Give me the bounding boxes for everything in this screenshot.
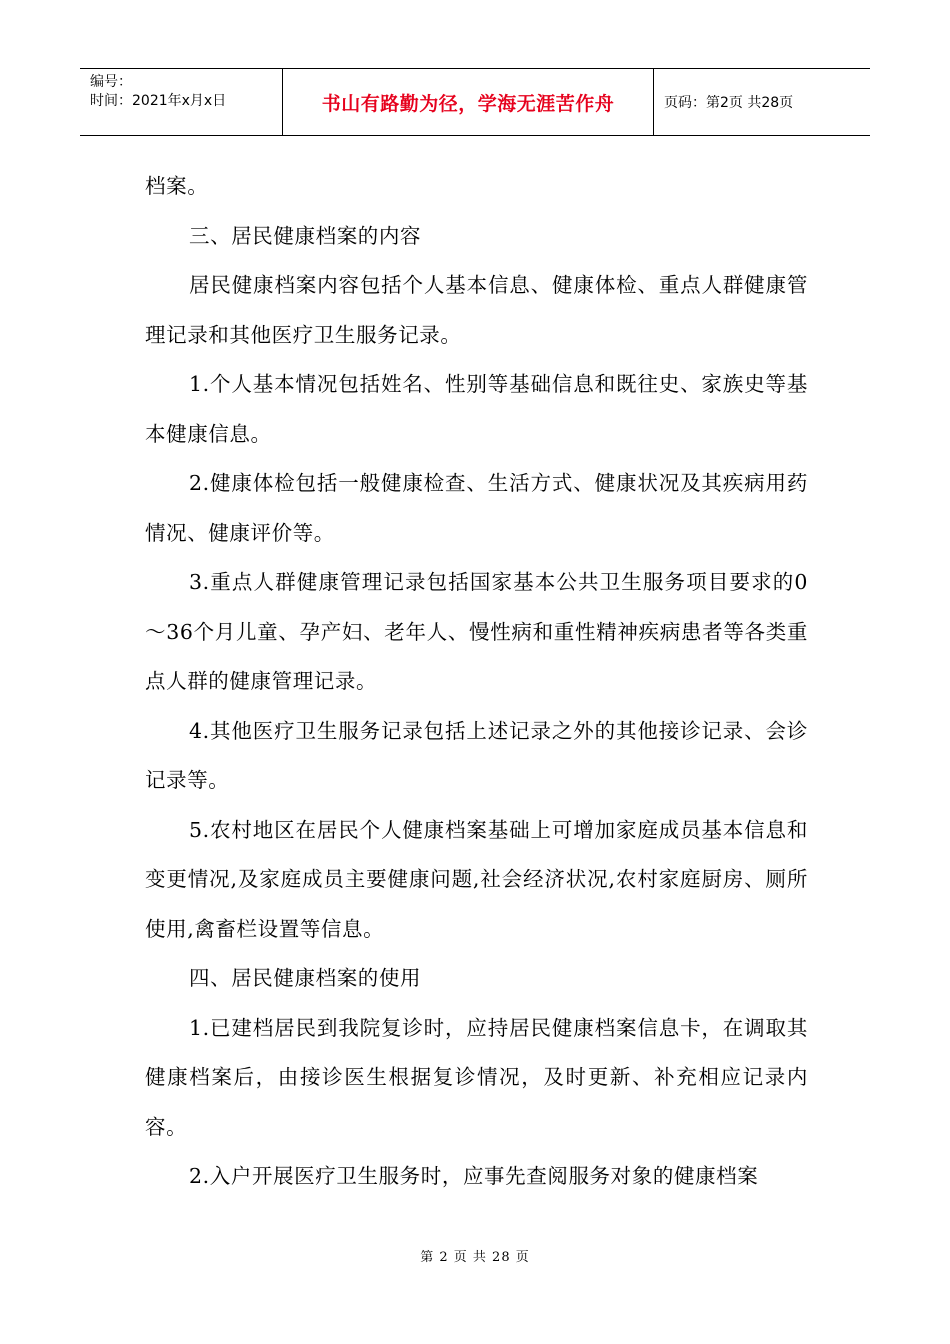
- section-heading: 三、居民健康档案的内容: [189, 223, 422, 248]
- list-item: 2.健康体检包括一般健康检查、生活方式、健康状况及其疾病用药情况、健康评价等。: [145, 471, 808, 545]
- document-header: [80, 68, 870, 136]
- list-item: 5.农村地区在居民个人健康档案基础上可增加家庭成员基本信息和变更情况,及家庭成员主要健康问题,社会经济状况,农村家庭厨房、厕所使用,禽畜栏设置等信息。: [145, 817, 808, 941]
- section-heading: 四、居民健康档案的使用: [189, 966, 422, 990]
- list-item: 1.个人基本情况包括姓名、性别等基础信息和既往史、家族史等基本健康信息。: [145, 372, 808, 446]
- header-page-info: 页码：第2页 共28页: [664, 95, 794, 111]
- document-body: [145, 162, 808, 1202]
- list-item: 4.其他医疗卫生服务记录包括上述记录之外的其他接诊记录、会诊记录等。: [145, 718, 808, 792]
- list-item: 2.入户开展医疗卫生服务时，应事先查阅服务对象的健康档案: [189, 1164, 759, 1188]
- list-item: 3.重点人群健康管理记录包括国家基本公共卫生服务项目要求的0～36个月儿童、孕产妇、老年人、慢性病和重性精神疾病患者等各类重点人群的健康管理记录。: [145, 570, 808, 693]
- date-label: 时间：2021年x月x日: [90, 93, 227, 109]
- page-footer: 第 2 页 共 28 页: [420, 1250, 530, 1265]
- paragraph: 档案。: [145, 174, 209, 198]
- header-motto: 书山有路勤为径，学海无涯苦作舟: [282, 69, 654, 135]
- paragraph: 居民健康档案内容包括个人基本信息、健康体检、重点人群健康管理记录和其他医疗卫生服务记录。: [145, 273, 808, 347]
- list-item: 1.已建档居民到我院复诊时，应持居民健康档案信息卡，在调取其健康档案后，由接诊医生根据复诊情况，及时更新、补充相应记录内容。: [145, 1015, 808, 1139]
- header-meta: [80, 69, 282, 135]
- serial-number-label: 编号：: [90, 74, 132, 90]
